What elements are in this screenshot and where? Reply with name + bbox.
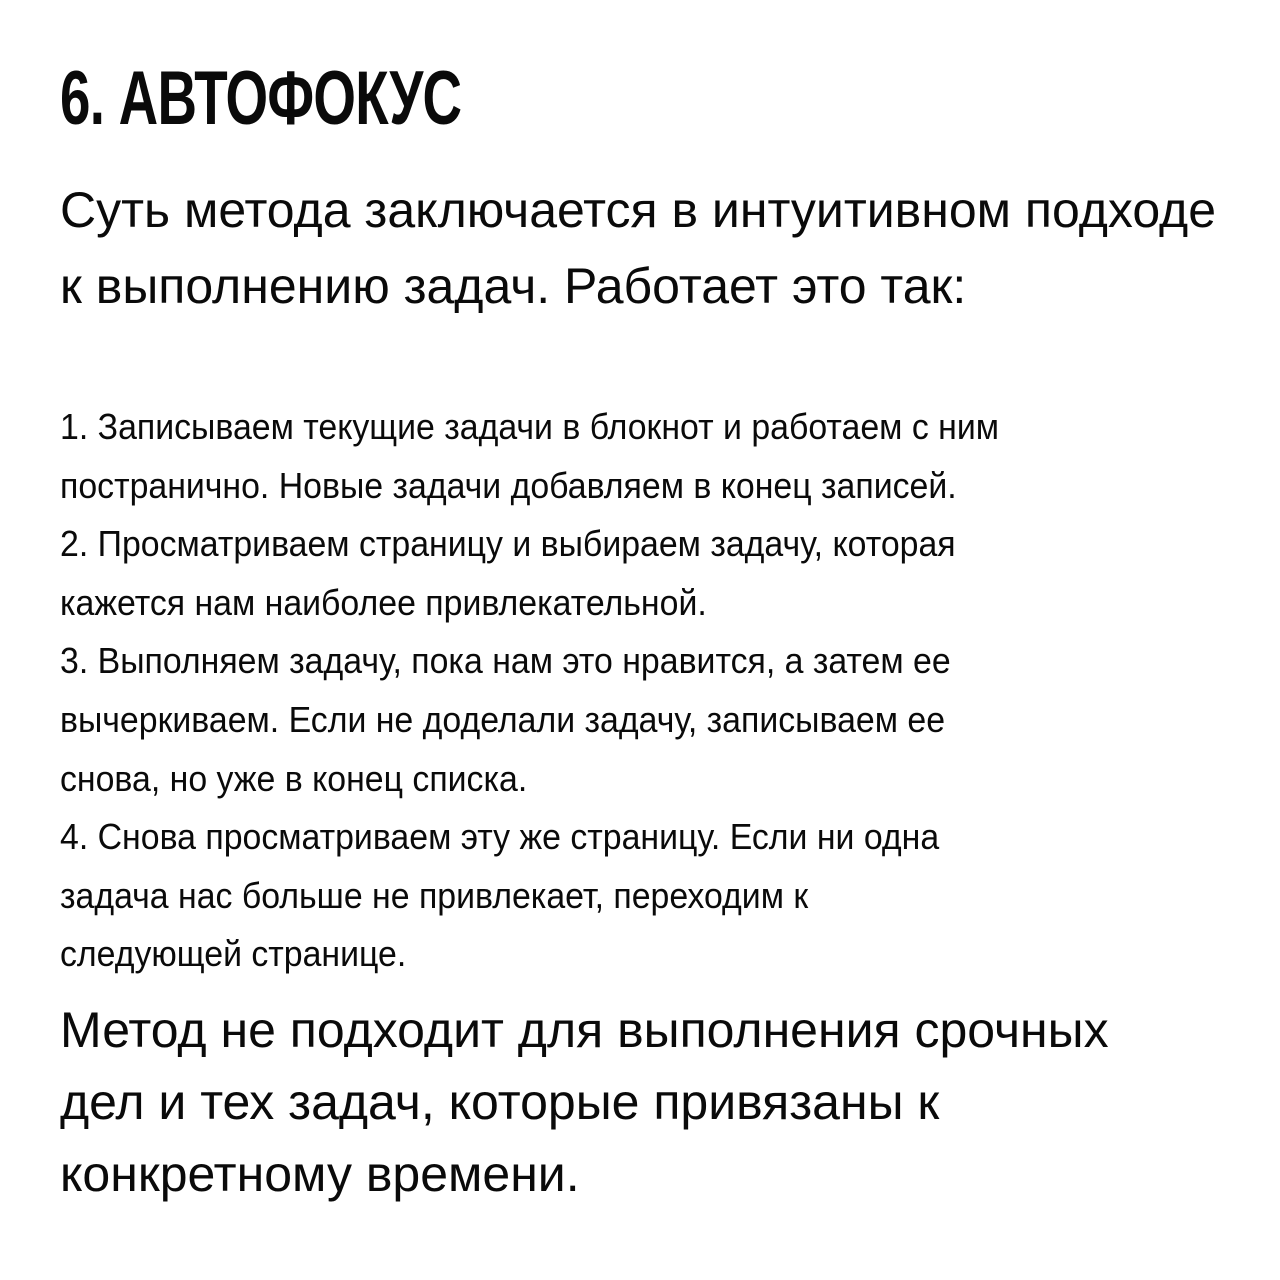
- intro-paragraph: Суть метода заключается в интуитивном подходе к выполнению задач. Работает это так:: [60, 182, 1217, 314]
- list-item: 4. Снова просматриваем эту же страницу. Если ни одна задача нас больше не привлекает, переходим к следующей странице.: [60, 816, 940, 975]
- list-item: 2. Просматриваем страницу и выбираем задачу, которая кажется нам наиболее привлекательной.: [60, 523, 956, 623]
- list-item: 1. Записываем текущие задачи в блокнот и работаем с ним постранично. Новые задачи добавляем в конец записей.: [60, 406, 1000, 506]
- page-title: 6. АВТОФОКУС: [60, 56, 462, 141]
- conclusion-paragraph: Метод не подходит для выполнения срочных дел и тех задач, которые привязаны к конкретному времени.: [60, 1002, 1109, 1202]
- list-item: 3. Выполняем задачу, пока нам это нравится, а затем ее вычеркиваем. Если не доделали задачу, записываем ее снова, но уже в конец списка.: [60, 640, 951, 799]
- steps-list: [60, 398, 1260, 984]
